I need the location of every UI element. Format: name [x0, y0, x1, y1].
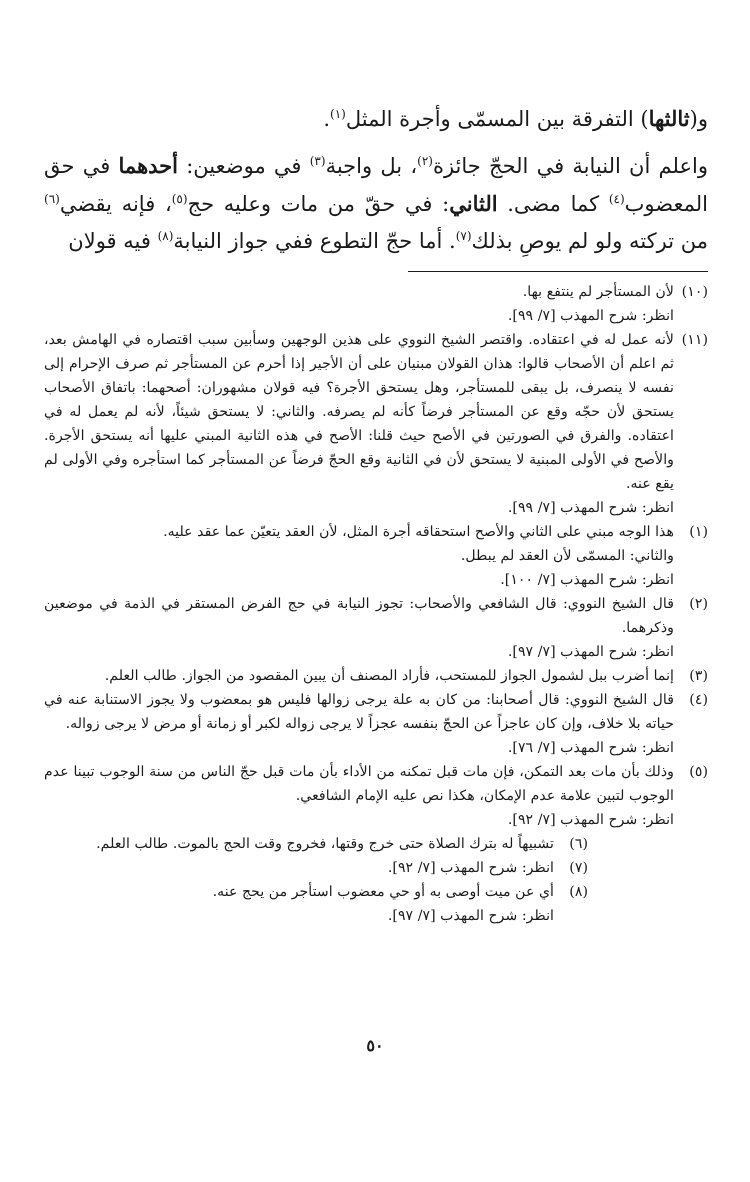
footnote-reference-line: انظر: شرح المهذب [٧/ ١٠٠].	[500, 572, 674, 588]
text-run: و(	[689, 107, 708, 131]
page-number: ٥٠	[366, 1036, 384, 1055]
footnote-line: لأنه عمل له في اعتقاده. واقتصر الشيخ النووي على هذين الوجهين وسأبين سبب اقتصاره في الهامش بعد، ثم اعلم أن الأصحاب قالوا: هذان القولان مبنيان على أن الأجير إذا أحرم عن المستأجر ثم صرف الإحرام إلى نفسه لا ينصرف، بل يبقى للمستأجر، وهل يستحق الأجرة؟ فيه قولان مشهوران: أصحهما: باتفاق الأصحاب يستحق لأن حجّه وقع عن المستأجر فرضاً كأنه لم يصرفه. والثاني: لا يستحق شيئاً، لأنه لم يعمل له في اعتقاده. والفرق في الصورتين في الأصح حيث قلنا: الأصح في هذه الثانية المبني عليها أنه يستحق الأجرة. والأصح في الأولى المبنية لا يستحق لأن في الثانية وقع الحجّ فرضاً عن المستأجر كما استأجره وفي الأولى لم يقع عنه.	[44, 332, 674, 492]
bold-term-ahaduhuma: أحدهما	[118, 153, 178, 178]
text-run: . أما حجّ التطوع ففي جواز النيابة	[173, 229, 456, 253]
footnote-line: لأن المستأجر لم ينتفع بها.	[522, 284, 674, 300]
footnote-line: وذلك بأن مات بعد التمكن، فإن مات قبل تمكنه من الأداء بأن مات قبل حجّ الناس من سنة الوجوب تبينا عدم الوجوب لتبين علامة عدم الإمكان، هكذا نص عليه الإمام الشافعي.	[44, 764, 674, 804]
footnote-ref[interactable]: (٦)	[44, 192, 60, 206]
text-run: في موضعين:	[177, 154, 310, 178]
footnote-ref[interactable]: (٢)	[417, 154, 433, 168]
text-run: ، بل واجبة	[325, 154, 418, 178]
footnote-number: (١)	[689, 524, 708, 540]
footnote-reference-line: انظر: شرح المهذب [٧/ ٩٧].	[387, 908, 554, 924]
footnote-number: (٢)	[689, 596, 708, 612]
footnote-ref[interactable]: (٧)	[455, 229, 472, 243]
footnote-number: (١١)	[681, 332, 708, 348]
footnote-reference-line: انظر: شرح المهذب [٧/ ٧٦].	[507, 740, 674, 756]
footnote-4	[44, 688, 708, 760]
footnote-6	[44, 832, 708, 856]
footnote-1	[44, 520, 708, 592]
footnote-ref[interactable]: (٤)	[608, 192, 625, 206]
footnote-ref[interactable]: (٣)	[309, 154, 326, 168]
text-run: واعلم أن النيابة في الحجّ جائزة	[432, 154, 708, 178]
main-paragraph-1	[44, 100, 708, 138]
footnote-separator	[408, 271, 708, 272]
footnote-line: قال الشيخ النووي: قال الشافعي والأصحاب: تجوز النيابة في حج الفرض المستقر في الذمة في موضعين وذكرهما.	[44, 596, 674, 636]
footnote-line: إنما أضرب ببل لشمول الجواز للمستحب، فأراد المصنف أن يبين المقصود من الجواز. طالب العلم.	[104, 668, 674, 684]
text-run: فيه قولان	[68, 229, 158, 253]
footnote-line: والثاني: المسمّى لأن العقد لم يبطل.	[460, 548, 674, 564]
footnote-reference-line: انظر: شرح المهذب [٧/ ٩٩].	[507, 308, 674, 324]
footnote-8	[44, 880, 708, 928]
footnote-ref[interactable]: (٨)	[157, 229, 174, 243]
footnote-3	[44, 664, 708, 688]
footnote-number: (٤)	[689, 692, 708, 708]
bold-term-thalithuha: ثالثها	[648, 106, 690, 131]
footnote-7	[44, 856, 708, 880]
footnote-line: أي عن ميت أوصى به أو حي معضوب استأجر من يحج عنه.	[212, 884, 554, 900]
footnote-line: هذا الوجه مبني على الثاني والأصح استحقاقه أجرة المثل، لأن العقد يتعيّن عما عقد عليه.	[163, 524, 674, 540]
footnote-number: (٨)	[569, 884, 588, 900]
text-run: : في حقّ من مات وعليه حج	[187, 192, 450, 216]
footnote-number: (٦)	[569, 836, 588, 852]
footnote-line: تشبيهاً له بترك الصلاة حتى خرج وقتها، فخروج وقت الحج بالموت. طالب العلم.	[96, 836, 554, 852]
footnote-10	[44, 280, 708, 328]
footnote-2	[44, 592, 708, 664]
footnote-number: (١٠)	[681, 284, 708, 300]
footnote-number: (٥)	[689, 764, 708, 780]
footnote-reference-line: انظر: شرح المهذب [٧/ ٩٩].	[507, 500, 674, 516]
bold-term-althani: الثاني	[449, 191, 498, 216]
footnote-reference-line: انظر: شرح المهذب [٧/ ٩٢].	[387, 860, 554, 876]
footnote-11	[44, 328, 708, 520]
text-run: كما مضى.	[497, 192, 609, 216]
footnote-reference-line: انظر: شرح المهذب [٧/ ٩٢].	[507, 812, 674, 828]
text-run: في حق المعضوب	[44, 154, 708, 216]
footnote-5	[44, 760, 708, 832]
main-text	[44, 100, 708, 260]
text-run: .	[323, 107, 331, 131]
footnote-ref[interactable]: (٥)	[171, 192, 188, 206]
footnote-reference-line: انظر: شرح المهذب [٧/ ٩٧].	[507, 644, 674, 660]
footnote-number: (٧)	[569, 860, 588, 876]
footnotes	[44, 280, 708, 928]
text-run: ، فإنه يقضي	[59, 192, 172, 216]
text-run: من تركته ولو لم يوصِ بذلك	[471, 229, 708, 253]
footnote-number: (٣)	[689, 668, 708, 684]
footnote-ref[interactable]: (١)	[330, 107, 346, 121]
text-run: ) التفرقة بين المسمّى وأجرة المثل	[345, 107, 649, 131]
main-paragraph-2	[44, 147, 708, 260]
footnote-line: قال الشيخ النووي: قال أصحابنا: من كان به علة يرجى زوالها فليس هو بمعضوب ولا يجوز الاستنابة عنه في حياته بلا خلاف، وإن كان عاجزاً عن الحجّ بنفسه عجزاً لا يرجى زواله لكبر أو زمانة أو مرض لا يرجى زواله.	[44, 692, 674, 732]
